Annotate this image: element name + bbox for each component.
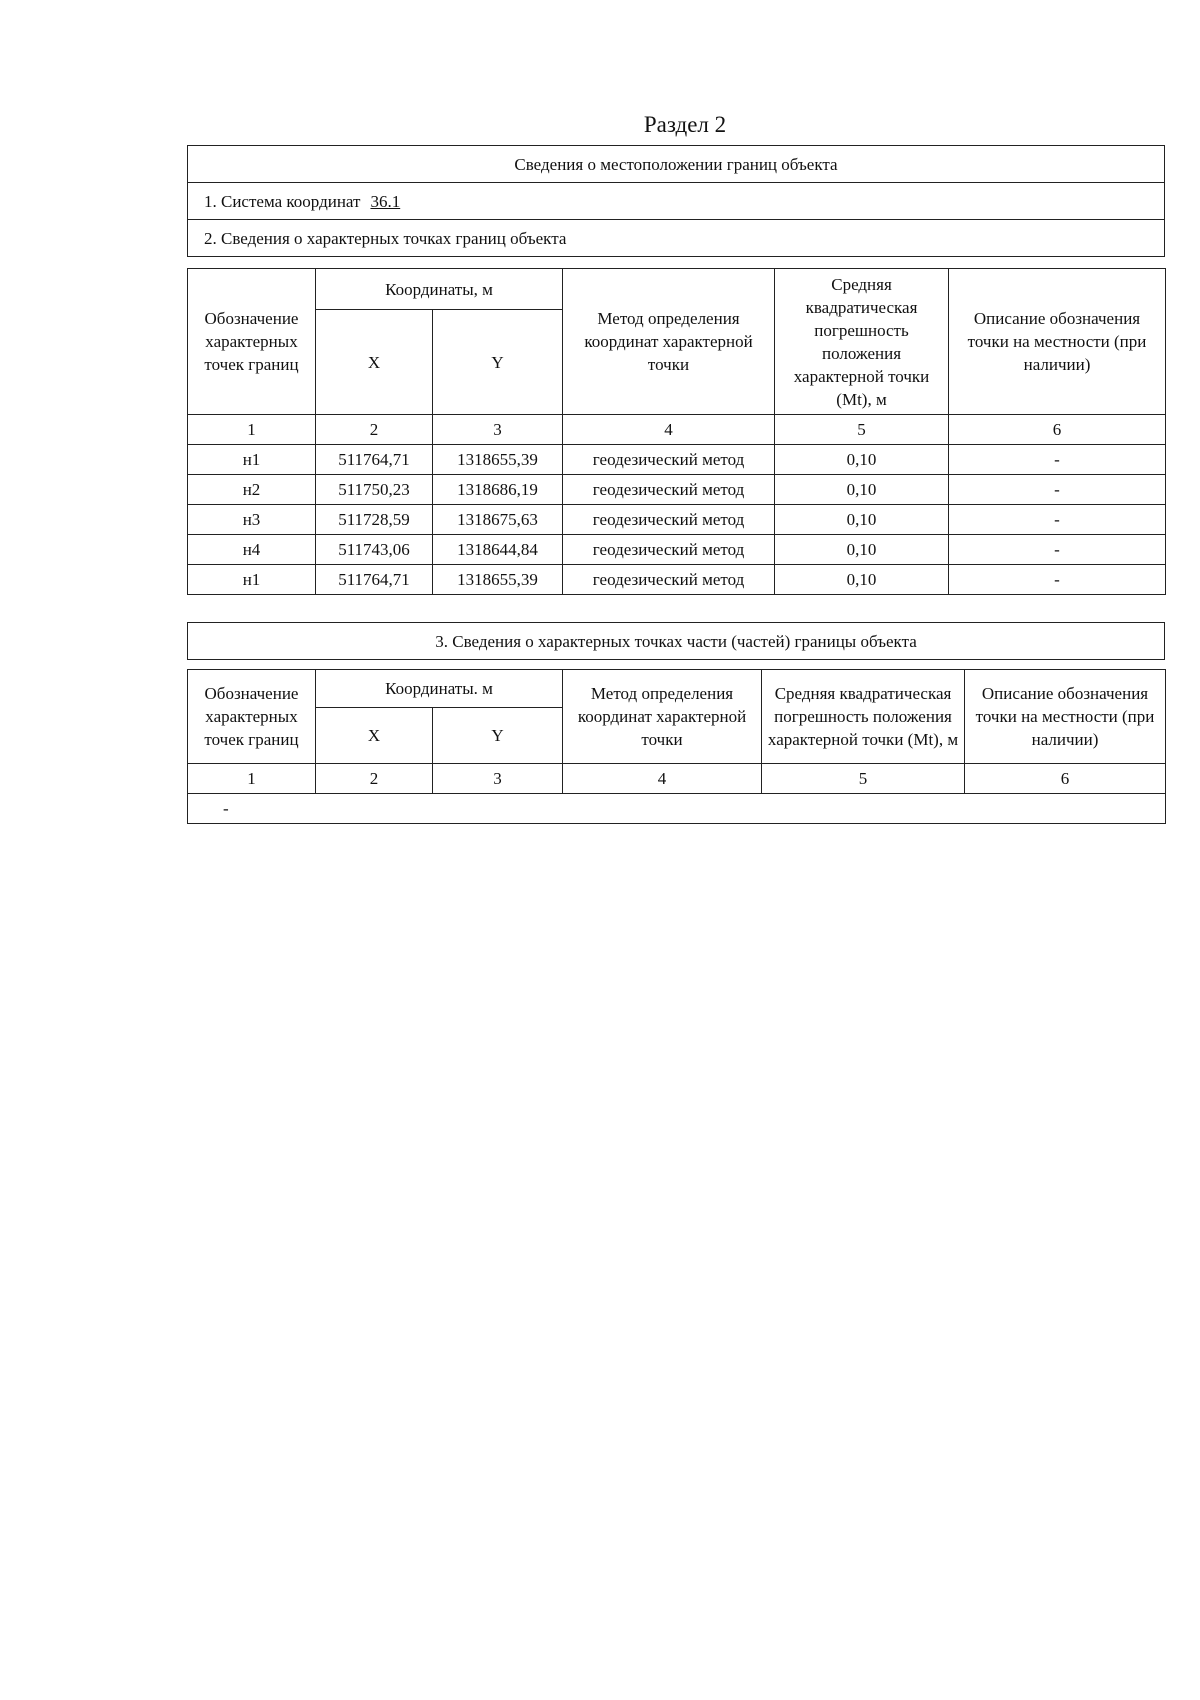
col-accuracy-header: Средняя квадратическая погрешность положения характерной точки (Mt), м bbox=[775, 269, 949, 415]
empty-row bbox=[188, 794, 1166, 824]
table-row bbox=[188, 445, 1166, 475]
column-number: 4 bbox=[563, 415, 775, 445]
coord-system bbox=[188, 183, 1165, 220]
points-table bbox=[187, 268, 1166, 595]
mt-cell: 0,10 bbox=[775, 445, 949, 475]
header-table bbox=[187, 145, 1165, 257]
column-number: 3 bbox=[433, 764, 563, 794]
x-cell: 511764,71 bbox=[316, 445, 433, 475]
point-cell: н3 bbox=[188, 505, 316, 535]
mt-cell: 0,10 bbox=[775, 505, 949, 535]
column-number: 5 bbox=[775, 415, 949, 445]
x-cell: 511743,06 bbox=[316, 535, 433, 565]
table-row bbox=[188, 505, 1166, 535]
point-cell: н2 bbox=[188, 475, 316, 505]
col-coords-header: Координаты. м bbox=[316, 670, 563, 708]
col-y-header: Y bbox=[433, 310, 563, 415]
coord-system-value: 36.1 bbox=[370, 191, 401, 211]
column-number: 1 bbox=[188, 415, 316, 445]
table-row bbox=[188, 535, 1166, 565]
col-method-header: Метод определения координат характерной точки bbox=[563, 269, 775, 415]
method-cell: геодезический метод bbox=[563, 475, 775, 505]
description-cell: - bbox=[949, 535, 1166, 565]
method-cell: геодезический метод bbox=[563, 565, 775, 595]
description-cell: - bbox=[949, 505, 1166, 535]
empty-row-cell: - bbox=[188, 794, 1166, 824]
column-number: 6 bbox=[949, 415, 1166, 445]
col-x-header: X bbox=[316, 708, 433, 764]
col-description-header: Описание обозначения точки на местности (при наличии) bbox=[965, 670, 1166, 764]
col-description-header: Описание обозначения точки на местности (при наличии) bbox=[949, 269, 1166, 415]
coord-system-label: 1. Система координат bbox=[204, 191, 361, 211]
y-cell: 1318675,63 bbox=[433, 505, 563, 535]
point-cell: н1 bbox=[188, 445, 316, 475]
column-number: 4 bbox=[563, 764, 762, 794]
method-cell: геодезический метод bbox=[563, 445, 775, 475]
col-method-header: Метод определения координат характерной точки bbox=[563, 670, 762, 764]
point-cell: н1 bbox=[188, 565, 316, 595]
location-title: Сведения о местоположении границ объекта bbox=[188, 146, 1165, 183]
section3-title: 3. Сведения о характерных точках части (частей) границы объекта bbox=[188, 623, 1165, 660]
column-number: 1 bbox=[188, 764, 316, 794]
points-title: 2. Сведения о характерных точках границ объекта bbox=[188, 220, 1165, 257]
mt-cell: 0,10 bbox=[775, 475, 949, 505]
column-numbers-row bbox=[188, 764, 1166, 794]
column-number: 2 bbox=[316, 415, 433, 445]
col-point-header: Обозначение характерных точек границ bbox=[188, 670, 316, 764]
table-row bbox=[188, 475, 1166, 505]
method-cell: геодезический метод bbox=[563, 535, 775, 565]
section3-header-table bbox=[187, 622, 1165, 660]
description-cell: - bbox=[949, 565, 1166, 595]
x-cell: 511764,71 bbox=[316, 565, 433, 595]
col-coords-header: Координаты, м bbox=[316, 269, 563, 310]
parts-points-table bbox=[187, 669, 1166, 824]
mt-cell: 0,10 bbox=[775, 565, 949, 595]
y-cell: 1318644,84 bbox=[433, 535, 563, 565]
column-number: 6 bbox=[965, 764, 1166, 794]
col-accuracy-header: Средняя квадратическая погрешность положения характерной точки (Mt), м bbox=[762, 670, 965, 764]
y-cell: 1318655,39 bbox=[433, 445, 563, 475]
column-number: 2 bbox=[316, 764, 433, 794]
mt-cell: 0,10 bbox=[775, 535, 949, 565]
column-number: 3 bbox=[433, 415, 563, 445]
col-point-header: Обозначение характерных точек границ bbox=[188, 269, 316, 415]
method-cell: геодезический метод bbox=[563, 505, 775, 535]
description-cell: - bbox=[949, 475, 1166, 505]
column-number: 5 bbox=[762, 764, 965, 794]
x-cell: 511750,23 bbox=[316, 475, 433, 505]
point-cell: н4 bbox=[188, 535, 316, 565]
col-x-header: X bbox=[316, 310, 433, 415]
table-row bbox=[188, 565, 1166, 595]
col-y-header: Y bbox=[433, 708, 563, 764]
description-cell: - bbox=[949, 445, 1166, 475]
y-cell: 1318686,19 bbox=[433, 475, 563, 505]
section-title: Раздел 2 bbox=[643, 112, 727, 137]
x-cell: 511728,59 bbox=[316, 505, 433, 535]
column-numbers-row bbox=[188, 415, 1166, 445]
y-cell: 1318655,39 bbox=[433, 565, 563, 595]
